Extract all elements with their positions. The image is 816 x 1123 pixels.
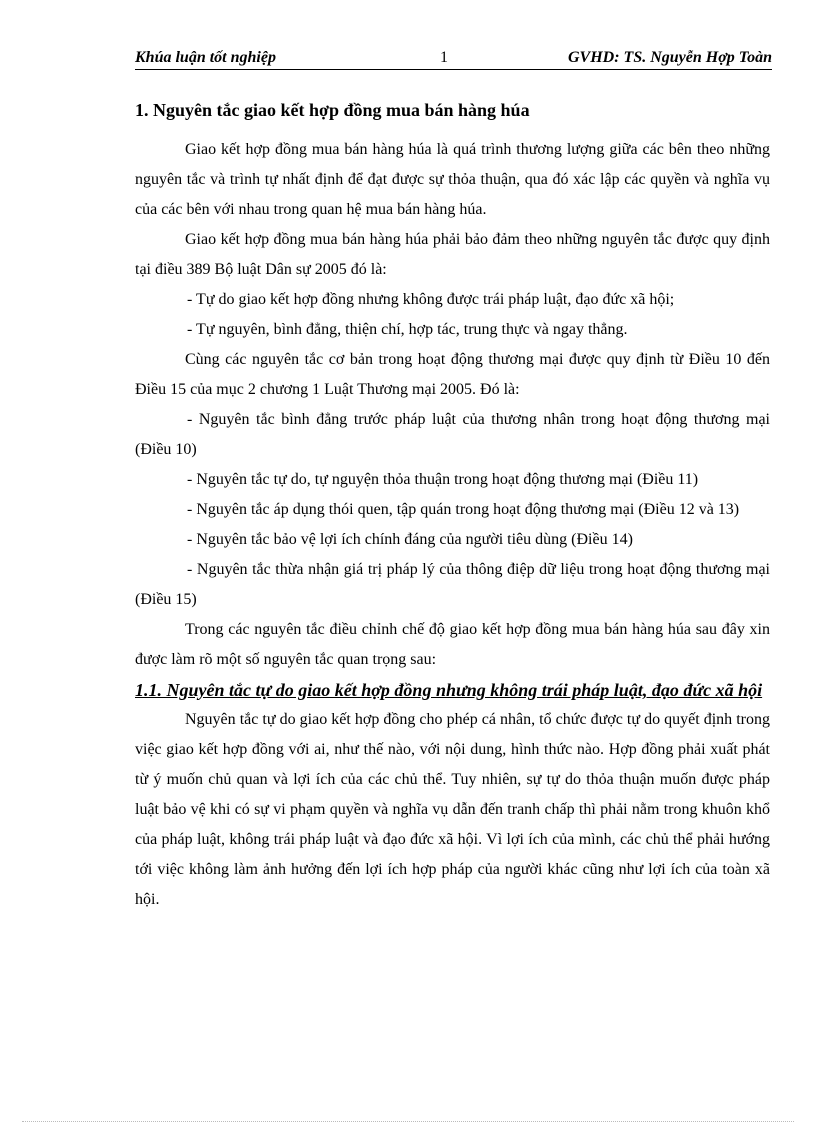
paragraph: Giao kết hợp đồng mua bán hàng húa là quá trình thương lượng giữa các bên theo những nguyên tắc và trình tự nhất định để đạt được sự thỏa thuận, qua đó xác lập các quyền và nghĩa vụ của các bên với nhau trong quan hệ mua bán hàng húa. xyxy=(135,141,770,218)
paragraph: Nguyên tắc tự do giao kết hợp đồng cho phép cá nhân, tổ chức được tự do quyết định trong việc giao kết hợp đồng với ai, như thế nào, với nội dung, hình thức nào. Hợp đồng phải xuất phát từ ý muốn chủ quan và lợi ích của các chủ thể. Tuy nhiên, sự tự do thỏa thuận muốn được pháp luật bảo vệ khi có sự vi phạm quyền và nghĩa vụ dẫn đến tranh chấp thì phải nằm trong khuôn khổ của pháp luật, không trái pháp luật và đạo đức xã hội. Vì lợi ích của mình, các chủ thể phải hướng tới việc không làm ảnh hưởng đến lợi ích hợp pháp của người khác cũng như lợi ích của toàn xã hội. xyxy=(135,711,770,908)
header-advisor: GVHD: TS. Nguyễn Hợp Toàn xyxy=(567,49,772,66)
list-item: - Nguyên tắc bảo vệ lợi ích chính đáng của người tiêu dùng (Điều 14) xyxy=(187,531,633,548)
list-item: - Nguyên tắc bình đẳng trước pháp luật của thương nhân trong hoạt động thương mại (Điều 10) xyxy=(135,411,770,458)
paragraph: Cùng các nguyên tắc cơ bản trong hoạt động thương mại được quy định từ Điều 10 đến Điều 15 của mục 2 chương 1 Luật Thương mại 2005. Đó là: xyxy=(135,351,770,398)
paragraph: Trong các nguyên tắc điều chỉnh chế độ giao kết hợp đồng mua bán hàng húa sau đây xin được làm rõ một số nguyên tắc quan trọng sau: xyxy=(135,621,770,668)
page-number: 1 xyxy=(440,49,448,66)
page-bottom-border xyxy=(22,1121,794,1122)
list-item: - Nguyên tắc áp dụng thói quen, tập quán trong hoạt động thương mại (Điều 12 và 13) xyxy=(187,501,740,518)
header-thesis-label: Khúa luận tốt nghiệp xyxy=(135,49,276,66)
document-body xyxy=(135,97,770,915)
list-item: - Tự do giao kết hợp đồng nhưng không được trái pháp luật, đạo đức xã hội; xyxy=(187,291,675,308)
list-item: - Tự nguyên, bình đẳng, thiện chí, hợp tác, trung thực và ngay thẳng. xyxy=(187,321,628,338)
list-item: - Nguyên tắc tự do, tự nguyện thỏa thuận trong hoạt động thương mại (Điều 11) xyxy=(187,471,699,488)
page-header xyxy=(135,49,772,70)
list-item: - Nguyên tắc thừa nhận giá trị pháp lý của thông điệp dữ liệu trong hoạt động thương mại (Điều 15) xyxy=(135,561,770,608)
section-1-1-heading: 1.1. Nguyên tắc tự do giao kết hợp đồng nhưng không trái pháp luật, đạo đức xã hội xyxy=(135,680,763,700)
section-1-heading: 1. Nguyên tắc giao kết hợp đồng mua bán hàng húa xyxy=(135,100,530,120)
paragraph: Giao kết hợp đồng mua bán hàng húa phải bảo đảm theo những nguyên tắc được quy định tại điều 389 Bộ luật Dân sự 2005 đó là: xyxy=(135,231,770,278)
